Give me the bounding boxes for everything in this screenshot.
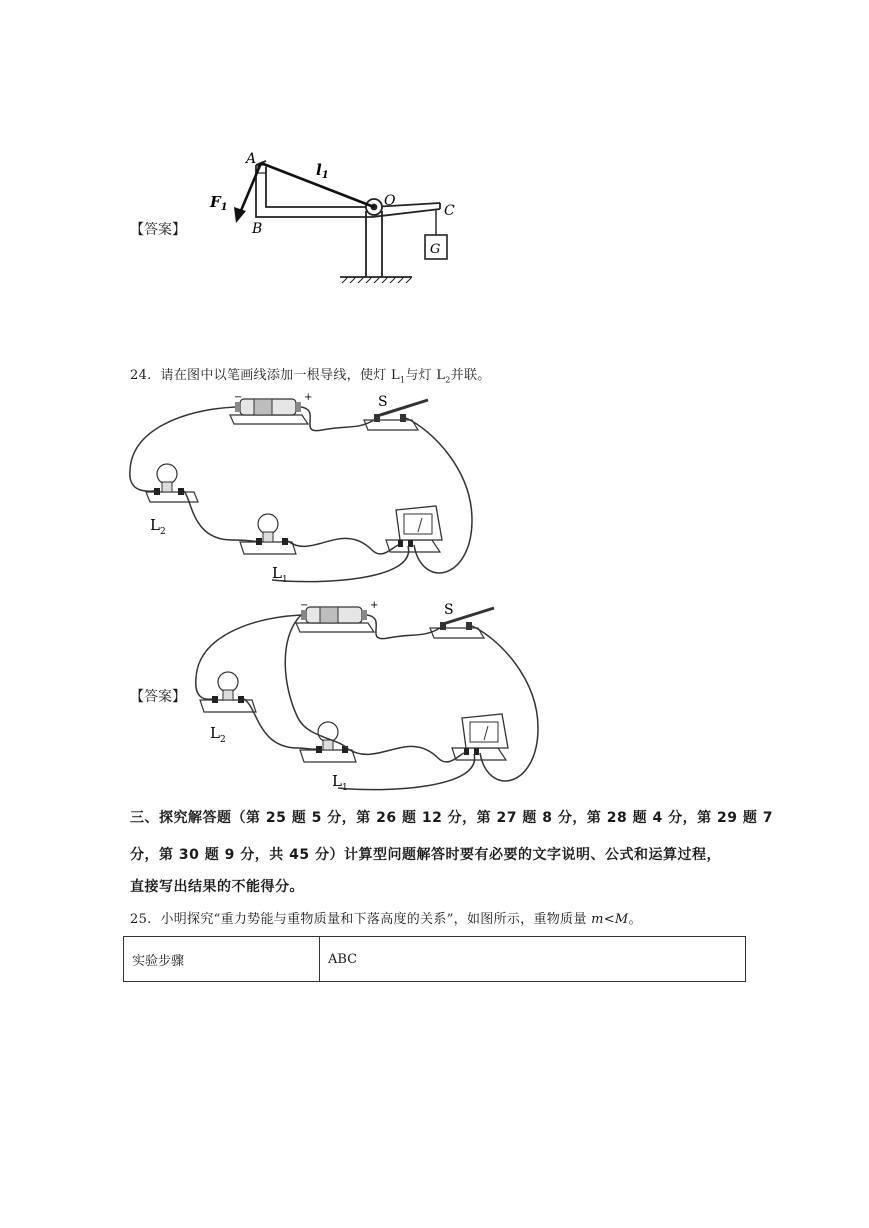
svg-text:L1: $L_1$ <box>332 772 348 793</box>
svg-text:S: S <box>444 602 454 618</box>
circuit-question <box>122 390 492 590</box>
lamp-L2 <box>146 464 198 537</box>
table-cell-value: ABC <box>320 937 746 982</box>
svg-text:+: + <box>370 600 379 611</box>
lever-bar <box>256 161 440 217</box>
svg-text:L1: $L_1$ <box>272 564 288 585</box>
q23-answer-label: 【答案】 <box>130 222 186 238</box>
svg-text:S: S <box>378 394 388 410</box>
q24-question-text: 24. 请在图中以笔画线添加一根导线，使灯 $L_1$与灯 $L_2$并联。 <box>130 368 491 385</box>
battery <box>296 600 378 632</box>
svg-text:L2: $L_2$ <box>150 516 166 537</box>
label-l1: $l_1$ <box>316 161 329 181</box>
label-C: C <box>444 203 455 219</box>
q25-question-text: 25. 小明探究“重力势能与重物质量和下落高度的关系”，如图所示，重物质量 m<M。 <box>130 912 642 927</box>
section3-line3: 直接写出结果的不能得分。 <box>130 879 304 895</box>
circuit-answer <box>188 598 558 798</box>
label-O: O <box>384 193 396 209</box>
battery <box>230 392 312 424</box>
q24-answer-label: 【答案】 <box>130 689 186 705</box>
force-f1-arrowhead <box>234 207 246 223</box>
force-f1-line <box>240 163 261 213</box>
lamp-L1 <box>300 722 356 793</box>
label-A: A <box>246 151 257 167</box>
added-wire <box>285 615 348 749</box>
lever-diagram <box>200 145 470 290</box>
section3-line2: 分，第 30 题 9 分，共 45 分）计算型问题解答时要有必要的文字说明、公式和运算过程， <box>130 847 721 863</box>
svg-text:−: − <box>234 392 243 403</box>
pivot-support <box>340 199 412 277</box>
label-F1: $F_1$ <box>210 193 228 213</box>
svg-text:+: + <box>304 392 313 403</box>
table-cell-label: 实验步骤 <box>124 937 320 982</box>
svg-text:−: − <box>300 600 309 611</box>
table-row <box>124 937 746 982</box>
label-B: B <box>252 221 263 237</box>
circuit-wires <box>196 615 538 790</box>
section3-line1: 三、探究解答题（第 25 题 5 分，第 26 题 12 分，第 27 题 8 分，第 28 题 4 分，第 29 题 7 <box>130 810 773 826</box>
label-G: G <box>430 242 441 257</box>
svg-text:L2: $L_2$ <box>210 724 226 745</box>
lamp-L1 <box>240 514 296 585</box>
lamp-L2 <box>200 672 256 745</box>
q25-table <box>123 936 746 982</box>
